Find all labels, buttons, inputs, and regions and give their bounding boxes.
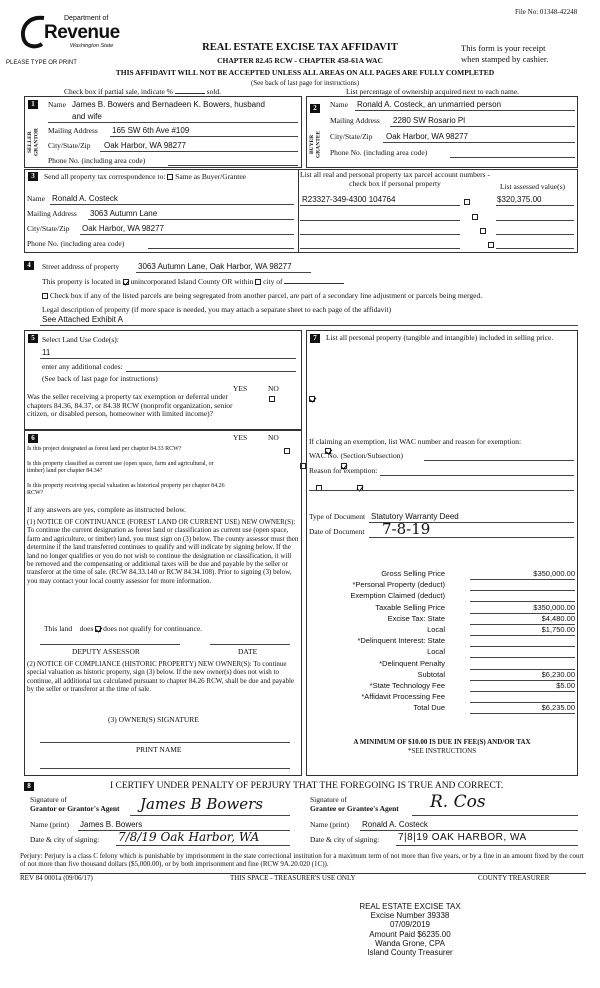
tax-row-label: Total Due bbox=[413, 703, 445, 713]
grantee-name-label: Name (print) bbox=[310, 820, 349, 829]
reason-label: Reason for exemption: bbox=[309, 466, 378, 475]
warning-text: THIS AFFIDAVIT WILL NOT BE ACCEPTED UNLESS ALL AREAS ON ALL PAGES ARE FULLY COMPLETED bbox=[115, 68, 495, 77]
please-type: PLEASE TYPE OR PRINT bbox=[6, 60, 77, 66]
receipt-note: This form is your receipt bbox=[461, 43, 546, 53]
tax-row-label: Exemption Claimed (deduct) bbox=[350, 591, 445, 601]
dor-logo bbox=[18, 10, 128, 60]
minimum-fee-note: A MINIMUM OF $10.00 IS DUE IN FEE(S) AND/OR TAX bbox=[353, 738, 531, 746]
page-subtitle: CHAPTER 82.45 RCW - CHAPTER 458-61A WAC bbox=[217, 56, 383, 65]
stamp-line: Island County Treasurer bbox=[367, 947, 453, 957]
treasurer-stamp bbox=[330, 902, 490, 957]
page-title: REAL ESTATE EXCISE TAX AFFIDAVIT bbox=[202, 42, 398, 53]
tax-row-label: *Personal Property (deduct) bbox=[352, 580, 445, 590]
seller-side-label: SELLER GRANTOR bbox=[27, 128, 40, 157]
forest-yes-checkbox[interactable] bbox=[284, 448, 290, 454]
certify-statement: I CERTIFY UNDER PENALTY OF PERJURY THAT THE FOREGOING IS TRUE AND CORRECT. bbox=[110, 781, 504, 791]
logo-dept: Department of bbox=[64, 15, 109, 22]
tax-row-label: Local bbox=[427, 625, 445, 634]
tax-row-value[interactable]: $350,000.00 bbox=[470, 570, 575, 580]
property-street[interactable]: 3063 Autumn Lane, Oak Harbor, WA 98277 bbox=[138, 262, 292, 271]
exemption-claim-label: If claiming an exemption, list WAC number and reason for exemption: bbox=[309, 437, 522, 446]
stamp-line: Excise Number 39338 bbox=[370, 911, 450, 921]
land-use-see-back: (See back of last page for instructions) bbox=[42, 374, 158, 383]
tax-row-value[interactable]: $1,750.00 bbox=[470, 626, 575, 636]
notice-compliance: (2) NOTICE OF COMPLIANCE (HISTORIC PROPERTY) NEW OWNER(S): To continue special valuation as historic property, sign (3) below. If the new owner(s) does not wish to continue, all additional tax calculated pursuant to chapter 84.26 RCW, shall be due and payable by the seller or transferor at the time of sale. bbox=[27, 660, 295, 694]
section-num-4: 4 bbox=[24, 261, 34, 270]
tax-row-value[interactable]: $4,480.00 bbox=[470, 615, 575, 625]
legal-description[interactable]: See Attached Exhibit A bbox=[42, 315, 123, 324]
corr-city[interactable]: Oak Harbor, WA 98277 bbox=[82, 224, 164, 233]
land-use-code[interactable]: 11 bbox=[42, 348, 51, 357]
tax-row-label: Taxable Selling Price bbox=[375, 602, 445, 612]
seller-mail[interactable]: 165 SW 6th Ave #109 bbox=[112, 126, 190, 135]
same-as-buyer-checkbox[interactable] bbox=[167, 174, 173, 180]
grantor-agent-label: Grantor or Grantor's Agent bbox=[30, 804, 120, 813]
grantor-date-label: Date & city of signing: bbox=[30, 835, 100, 844]
seller-mail-label: Mailing Address bbox=[48, 126, 98, 135]
grantee-agent-label: Grantee or Grantee's Agent bbox=[310, 804, 399, 813]
corr-phone-label: Phone No. (including area code) bbox=[27, 239, 125, 248]
parcel-1-personal-checkbox[interactable] bbox=[464, 199, 470, 205]
legal-label: Legal description of property (if more space is needed, you may attach a separate sheet to each page of the affidavit) bbox=[42, 305, 392, 314]
grantee-date-city[interactable]: 7|8|19 OAK HARBOR, WA bbox=[398, 832, 527, 843]
grantee-signature[interactable]: R. Cos bbox=[430, 792, 486, 812]
tax-row-label: *State Technology Fee bbox=[369, 681, 445, 690]
corr-name-label: Name bbox=[27, 194, 45, 203]
assessed-header: List assessed value(s) bbox=[500, 182, 565, 191]
stamp-line: REAL ESTATE EXCISE TAX bbox=[359, 902, 461, 911]
seller-name[interactable]: James B. Bowers and Bernadeen K. Bowers, husband bbox=[72, 100, 265, 109]
wac-label: WAC No. (Section/Subsection) bbox=[309, 451, 403, 460]
unincorporated-checkbox[interactable] bbox=[123, 279, 129, 285]
print-name-label: PRINT NAME bbox=[136, 745, 182, 754]
segregated-line: Check box if any of the listed parcels are being segregated from another parcel, are part of a secondary line adjustment or parcels being merged. bbox=[42, 292, 582, 301]
personal-property-label: List all personal property (tangible and intangible) included in selling price. bbox=[326, 333, 554, 342]
tax-row-label: *Affidavit Processing Fee bbox=[361, 692, 445, 702]
file-number: File No: 01348-42248 bbox=[515, 8, 578, 16]
seller-city-label: City/State/Zip bbox=[48, 141, 91, 150]
see-back-note: (See back of last page for instructions) bbox=[250, 79, 360, 87]
tax-row-value[interactable] bbox=[470, 592, 575, 602]
grantee-print-name[interactable]: Ronald A. Costeck bbox=[362, 820, 428, 829]
section-num-1: 1 bbox=[28, 100, 38, 109]
tax-row-value[interactable] bbox=[470, 637, 575, 647]
buyer-side-label: BUYER GRANTEE bbox=[309, 130, 322, 158]
tax-row-label: Excise Tax: State bbox=[387, 613, 445, 623]
buyer-name-label: Name bbox=[330, 100, 348, 109]
street-label: Street address of property bbox=[42, 262, 120, 271]
section-num-7: 7 bbox=[310, 334, 320, 343]
receipt-note-2: when stamped by cashier. bbox=[461, 54, 549, 64]
tax-row-label: *Delinquent Interest: State bbox=[357, 636, 445, 646]
parcel-4-personal-checkbox[interactable] bbox=[488, 242, 494, 248]
logo-name: Revenue bbox=[44, 22, 120, 43]
land-use-label: Select Land Use Code(s): bbox=[42, 335, 119, 344]
corr-mail[interactable]: 3063 Autumn Lane bbox=[90, 209, 158, 218]
perjury-notice: Perjury: Perjury is a class C felony which is punishable by imprisonment in the state correctional institution for a maximum term of not more than five years, or by a fine in an amount fixed by the court of not more than five thousand dollars ($5,000.00), or by both imprisonment and fine (RCW 9A.20.020 (1C)). bbox=[20, 852, 584, 869]
corr-city-label: City/State/Zip bbox=[27, 224, 70, 233]
notice-continuance: (1) NOTICE OF CONTINUANCE (FOREST LAND OR CURRENT USE) NEW OWNER(S): To continue the current designation as forest land or classification as current use (open space, farm and agriculture, or timber) land, you must sign on (3) below. The county assessor must then determine if the land transferred continues to qualify and will indicate by signing below. If the land no longer qualifies or you do not wish to continue the designation or classification, it will be removed and the compensating or additional taxes will be due and payable by the seller or transferor at the time of sale. (RCW 84.33.140 or RCW 84.34.108). Prior to signing (3) below, you may contact your local county assessor for more information. bbox=[27, 518, 299, 585]
parcel-number[interactable]: R23327-349-4300 104764 bbox=[302, 195, 396, 204]
corr-mail-label: Mailing Address bbox=[27, 209, 77, 218]
s6-yes-header: YES bbox=[233, 433, 248, 442]
tax-row-label: *Delinquent Penalty bbox=[379, 658, 445, 668]
buyer-name[interactable]: Ronald A. Costeck, an unmarried person bbox=[357, 100, 502, 109]
section-num-6: 6 bbox=[28, 434, 38, 443]
logo-state: Washington State bbox=[70, 43, 114, 49]
correspondence-label: Send all property tax correspondence to: Same as Buyer/Grantee bbox=[44, 172, 246, 181]
historic-question: Is this property receiving special valuation as historical property per chapter 84.26 RCW? bbox=[27, 483, 225, 496]
segregated-checkbox[interactable] bbox=[42, 293, 48, 299]
seller-name-2[interactable]: and wife bbox=[72, 112, 102, 121]
stamp-line: Wanda Grone, CPA bbox=[375, 938, 445, 948]
grantee-date-label: Date & city of signing: bbox=[310, 835, 380, 844]
assessed-value[interactable]: $320,375.00 bbox=[497, 195, 542, 204]
treasurer-space: THIS SPACE - TREASURER'S USE ONLY bbox=[230, 874, 356, 882]
see-instructions: *SEE INSTRUCTIONS bbox=[407, 747, 477, 755]
qualify-line: This land does does not qualify for continuance. bbox=[44, 624, 203, 633]
doc-type-label: Type of Document bbox=[309, 512, 366, 521]
buyer-mail-label: Mailing Address bbox=[330, 116, 380, 125]
tax-row-value[interactable]: $350,000.00 bbox=[470, 604, 575, 614]
seller-phone-label: Phone No. (including area code) bbox=[48, 156, 146, 165]
parcel-2-personal-checkbox[interactable] bbox=[472, 214, 478, 220]
doc-type[interactable]: Statutory Warranty Deed bbox=[371, 512, 459, 521]
grantor-sig-label: Signature of bbox=[30, 795, 67, 804]
current-use-question: Is this property classified as current use (open space, farm and agricultural, or timber) land per chapter 84.34? bbox=[27, 461, 214, 474]
s6-no-header: NO bbox=[268, 433, 279, 442]
city-checkbox[interactable] bbox=[255, 279, 261, 285]
form-revision: REV 84 0001a (09/06/17) bbox=[20, 874, 93, 882]
doc-date[interactable]: 7-8-19 bbox=[382, 520, 431, 538]
doc-date-label: Date of Document bbox=[309, 527, 365, 536]
tax-row-label: Local bbox=[427, 647, 445, 657]
grantor-date-city[interactable]: 7/8/19 Oak Harbor, WA bbox=[118, 830, 260, 844]
section-num-8: 8 bbox=[24, 782, 34, 791]
corr-name[interactable]: Ronald A. Costeck bbox=[52, 194, 118, 203]
buyer-phone-label: Phone No. (including area code) bbox=[330, 148, 428, 157]
section-num-2: 2 bbox=[310, 104, 320, 113]
any-yes-note: If any answers are yes, complete as instructed below. bbox=[27, 505, 187, 514]
list-pct-note: List percentage of ownership acquired next to each name. bbox=[346, 87, 520, 96]
owner-signature-label: (3) OWNER(S) SIGNATURE bbox=[108, 715, 199, 724]
exemption-yes-checkbox[interactable] bbox=[269, 396, 275, 402]
parcel-3-personal-checkbox[interactable] bbox=[480, 228, 486, 234]
buyer-mail[interactable]: 2280 SW Rosario Pl bbox=[393, 116, 466, 125]
tax-row-value[interactable]: $6,235.00 bbox=[470, 704, 575, 714]
section-num-3: 3 bbox=[28, 172, 38, 181]
assessor-date-label: DATE bbox=[238, 647, 258, 656]
section-num-5: 5 bbox=[28, 334, 38, 343]
does-not-qualify-checkbox[interactable] bbox=[95, 626, 101, 632]
exemption-question: Was the seller receiving a property tax exemption or deferral under chapters 84.36, 84.37, or 84.38 RCW (nonprofit organization, senior citizen, or disabled person, homeowner with limited income)? bbox=[27, 392, 233, 419]
seller-city[interactable]: Oak Harbor, WA 98277 bbox=[104, 141, 186, 150]
tax-row-label: Gross Selling Price bbox=[381, 569, 445, 578]
tax-row-value[interactable] bbox=[470, 648, 575, 658]
s5-yes-header: YES bbox=[233, 384, 248, 393]
deputy-assessor-label: DEPUTY ASSESSOR bbox=[72, 647, 140, 656]
parcel-header: List all real and personal property tax parcel account numbers - check box if personal property bbox=[300, 170, 490, 188]
grantor-signature[interactable]: James B Bowers bbox=[140, 795, 263, 813]
s5-no-header: NO bbox=[268, 384, 279, 393]
tax-row-value[interactable] bbox=[470, 581, 575, 591]
tax-row-value[interactable] bbox=[470, 693, 575, 703]
additional-codes-label: enter any additional codes: bbox=[42, 362, 123, 371]
tax-row-value[interactable] bbox=[470, 660, 575, 670]
tax-row-value[interactable]: $6,230.00 bbox=[470, 671, 575, 681]
county-treasurer: COUNTY TREASURER bbox=[478, 874, 550, 882]
stamp-line: Amount Paid $6235.00 bbox=[369, 929, 451, 939]
tax-row-value[interactable]: $5.00 bbox=[470, 682, 575, 692]
grantor-print-name[interactable]: James B. Bowers bbox=[80, 820, 143, 829]
stamp-line: 07/09/2019 bbox=[389, 920, 431, 930]
tax-row-label: Subtotal bbox=[417, 669, 445, 679]
partial-sale-label: Check box if partial sale, indicate % sold. bbox=[64, 87, 222, 96]
buyer-city[interactable]: Oak Harbor, WA 98277 bbox=[386, 132, 468, 141]
forest-question: Is this project designated as forest land per chapter 84.33 RCW? bbox=[27, 446, 182, 452]
seller-name-label: Name bbox=[48, 100, 66, 109]
located-line: This property is located in unincorporated Island County OR within city of bbox=[42, 278, 344, 287]
grantee-sig-label: Signature of bbox=[310, 795, 347, 804]
buyer-city-label: City/State/Zip bbox=[330, 132, 373, 141]
grantor-name-label: Name (print) bbox=[30, 820, 69, 829]
